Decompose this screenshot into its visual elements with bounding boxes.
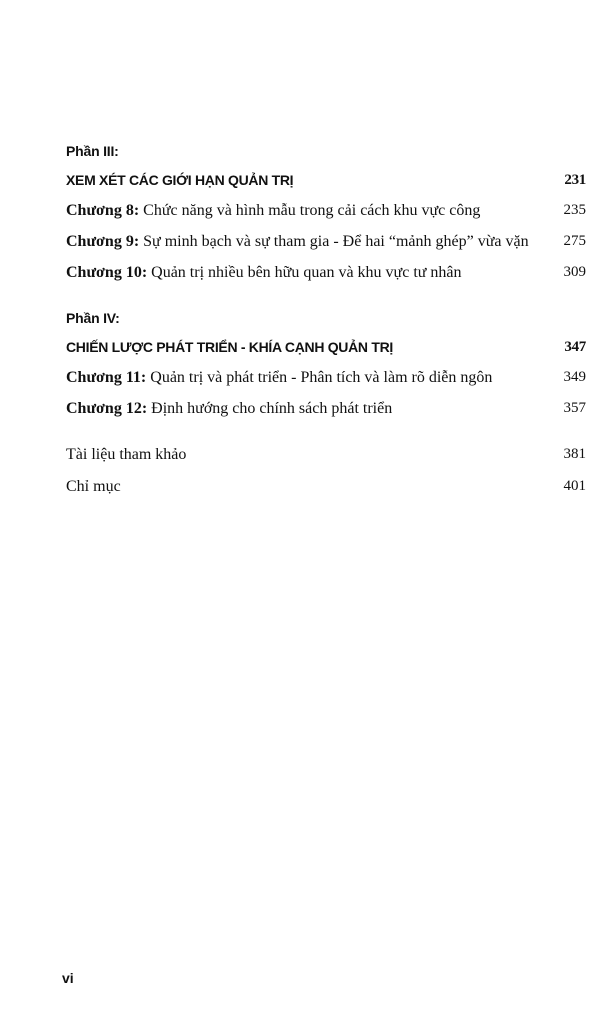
toc-entry-chapter-10[interactable] [66,264,586,286]
chapter-title: Sự minh bạch và sự tham gia - Để hai “mảnh ghép” vừa vặn [143,233,529,250]
chapter-title: Định hướng cho chính sách phát triển [151,400,393,417]
page-number: 381 [563,446,586,462]
chapter-label: Chương 10: [66,264,148,281]
page-folio: vi [62,970,74,986]
toc-entry-chapter-9[interactable] [66,233,586,255]
page-number: 349 [563,369,586,385]
page-number: 309 [563,264,586,280]
toc-entry-index[interactable] [66,478,586,500]
chapter-label: Chương 8: [66,202,140,219]
entry-title: Tài liệu tham khảo [66,446,187,463]
chapter-title: Chức năng và hình mẫu trong cải cách khu vực công [143,202,481,219]
chapter-title: Quản trị nhiều bên hữu quan và khu vực tư nhân [151,264,462,281]
part-4-title: CHIẾN LƯỢC PHÁT TRIỂN - KHÍA CẠNH QUẢN TRỊ [66,339,393,355]
chapter-title: Quản trị và phát triển - Phân tích và làm rõ diễn ngôn [150,369,493,386]
chapter-label: Chương 11: [66,369,147,386]
page-number: 275 [563,233,586,249]
page-number: 401 [563,478,586,494]
chapter-label: Chương 9: [66,233,140,250]
chapter-label: Chương 12: [66,400,148,417]
part-3-label: Phần III: [66,143,119,159]
toc-entry-part-4[interactable] [66,339,586,361]
page-number: 347 [564,339,586,355]
toc-entry-chapter-8[interactable] [66,202,586,224]
toc-entry-references[interactable] [66,446,586,468]
entry-title: Chỉ mục [66,478,121,495]
toc-entry-chapter-12[interactable] [66,400,586,422]
toc-entry-chapter-11[interactable] [66,369,586,391]
part-3-title: XEM XÉT CÁC GIỚI HẠN QUẢN TRỊ [66,172,294,188]
page-number: 231 [564,172,586,188]
toc-entry-part-3[interactable] [66,172,586,194]
page-number: 235 [563,202,586,218]
page-number: 357 [563,400,586,416]
part-4-label: Phần IV: [66,310,120,326]
